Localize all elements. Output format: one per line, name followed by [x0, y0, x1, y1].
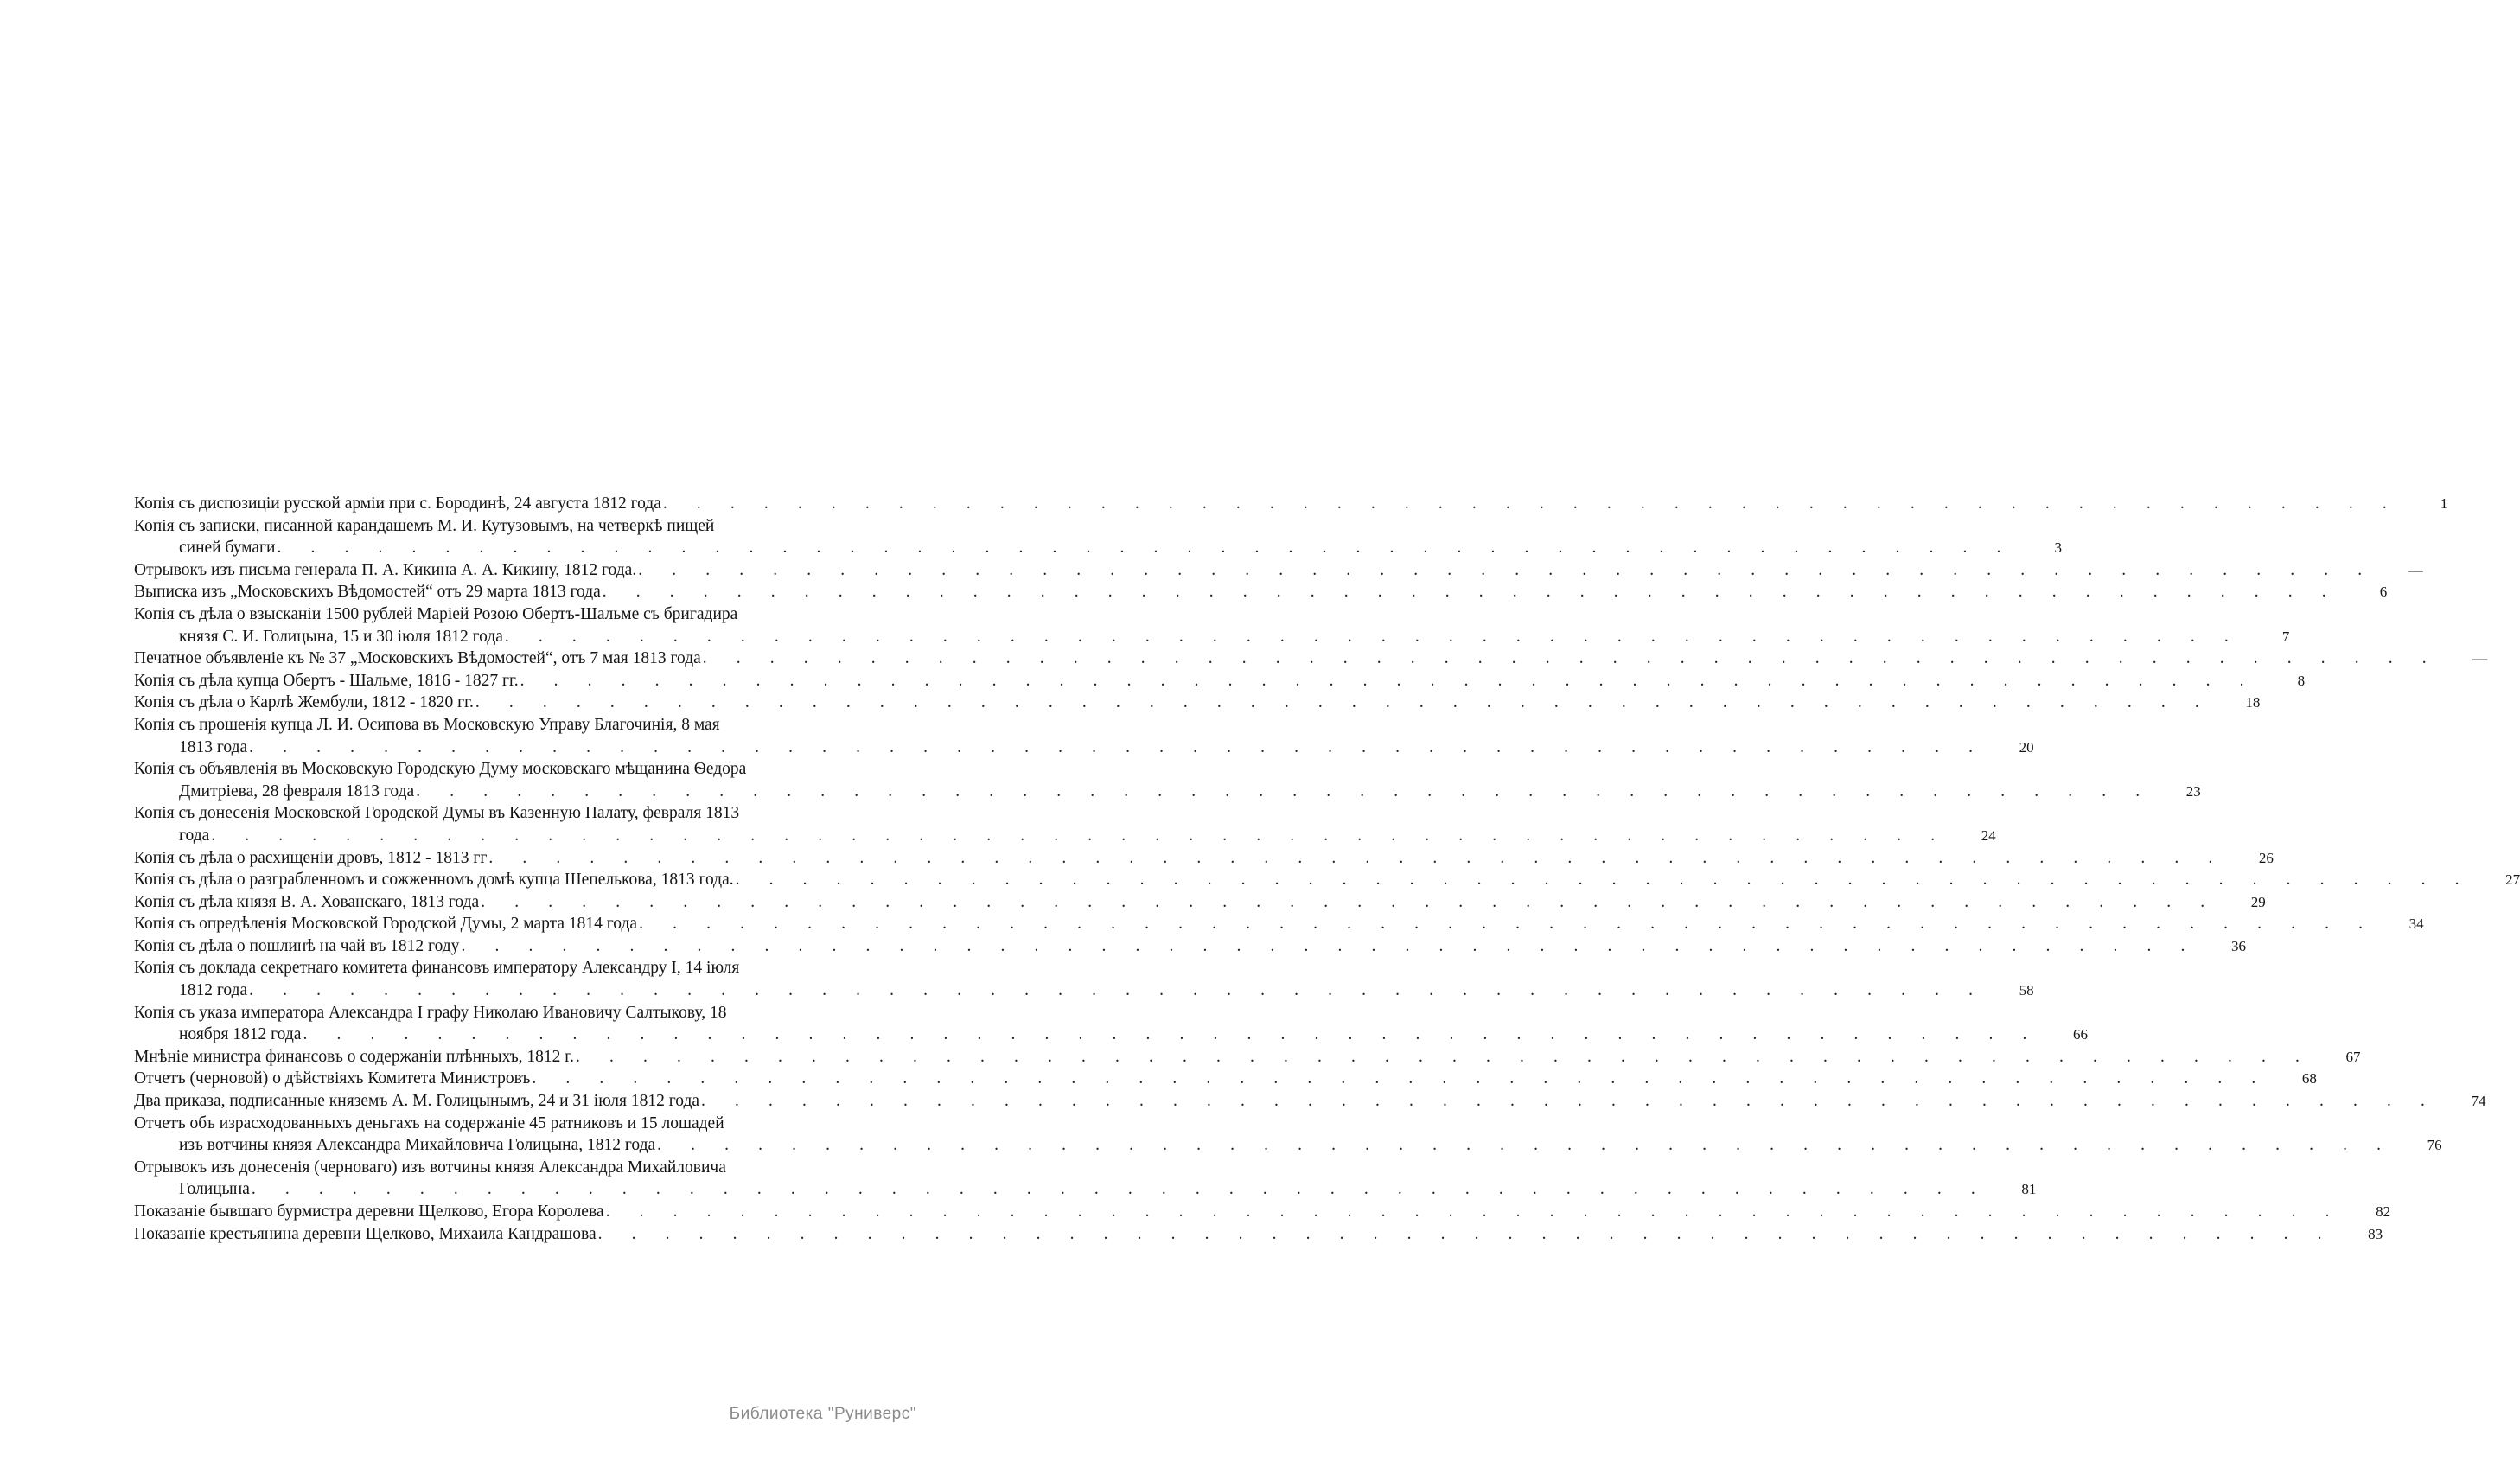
toc-entry-title: Копія съ дѣла купца Обертъ - Шальме, 1816 - 1827 гг.: [134, 671, 519, 690]
dot-leader: . . . . . . . . . . . . . . . . . . . . . . . . . . . . . . . . . . . . . . . . . . . . . . . . . . . .: [702, 649, 2440, 668]
toc-entry-title: Копія съ дѣла о расхищеніи дровъ, 1812 - 1813 гг: [134, 848, 488, 867]
toc-entry: [134, 1002, 2088, 1046]
dot-leader: . . . . . . . . . . . . . . . . . . . . . . . . . . . . . . . . . . . . . . . . . . . . . . . . . . . .: [303, 1025, 2039, 1044]
dot-leader: . . . . . . . . . . . . . . . . . . . . . . . . . . . . . . . . . . . . . . . . . . . . . . . . . . . .: [602, 583, 2339, 602]
toc-entry-last-line: [134, 493, 2448, 515]
toc-entry-title: князя С. И. Голицына, 15 и 30 іюля 1812 года: [179, 627, 503, 646]
toc-entry-title: Выписка изъ „Московскихъ Вѣдомостей“ отъ 29 марта 1813 года: [134, 583, 601, 602]
toc-entry: [134, 714, 2034, 758]
toc-entry-title: синей бумаги: [179, 539, 276, 558]
toc-entry-title: Печатное объявленіе къ № 37 „Московскихъ Вѣдомостей“, отъ 7 мая 1813 года: [134, 649, 701, 668]
dot-leader: . . . . . . . . . . . . . . . . . . . . . . . . . . . . . . . . . . . . . . . . . . . . . . . . . . . .: [277, 539, 2013, 558]
toc-page-number: 18: [2245, 694, 2261, 711]
dot-leader: . . . . . . . . . . . . . . . . . . . . . . . . . . . . . . . . . . . . . . . . . . . . . . . . . . . .: [662, 494, 2400, 513]
toc-page-number: 34: [2408, 916, 2424, 933]
toc-entry: [134, 692, 2261, 714]
toc-entry: [134, 847, 2274, 870]
toc-entry-title: Копія съ дѣла о взысканіи 1500 рублей Маріей Розою Обертъ-Шальме съ бригадира: [134, 604, 738, 623]
dot-leader: . . . . . . . . . . . . . . . . . . . . . . . . . . . . . . . . . . . . . . . . . . . . . . . . . . . .: [520, 671, 2257, 690]
toc-entry-title: Копія съ доклада секретнаго комитета финансовъ императору Александру I, 14 іюля: [134, 959, 740, 978]
toc-entry-last-line: [134, 1068, 2317, 1090]
toc-entry: [134, 1113, 2442, 1157]
toc-page-number: 27: [2505, 871, 2520, 889]
toc-page-number: 3: [2054, 539, 2062, 557]
toc-entry-line: [134, 603, 903, 626]
toc-entry-title: Копія съ объявленія въ Московскую Городскую Думу московскаго мѣщанина Ѳедора: [134, 760, 747, 779]
toc-entry-title: Копія съ дѣла князя В. А. Хованскаго, 1813 года: [134, 892, 480, 911]
toc-entry-line: [134, 515, 903, 538]
dot-leader: . . . . . . . . . . . . . . . . . . . . . . . . . . . . . . . . . . . . . . . . . . . . . . . . . . . .: [251, 1180, 1988, 1199]
toc-entry-title: Отчетъ (черновой) о дѣйствіяхъ Комитета Министровъ: [134, 1069, 531, 1088]
toc-page-number: 24: [1981, 826, 1996, 844]
toc-page-number: 82: [2376, 1203, 2391, 1220]
toc-entry-title: 1813 года: [179, 737, 248, 756]
library-watermark: Библиотека "Руниверс": [729, 1405, 916, 1423]
toc-entry: [134, 581, 2388, 603]
toc-entry: [134, 670, 2306, 692]
dot-leader: . . . . . . . . . . . . . . . . . . . . . . . . . . . . . . . . . . . . . . . . . . . . . . . . . . . .: [504, 627, 2242, 646]
toc-entry: [134, 891, 2266, 914]
toc-entry-last-line: [134, 737, 2034, 759]
toc-entry-last-line: [134, 1201, 2391, 1223]
toc-entry: [134, 515, 2062, 559]
toc-entry-last-line: [134, 559, 2423, 582]
toc-entry-title: Копія съ опредѣленія Московской Городской Думы, 2 марта 1814 года: [134, 915, 638, 934]
toc-entry-line: [134, 802, 903, 825]
toc-entry: [134, 758, 2201, 802]
toc-entry-title: Копія съ диспозиціи русской арміи при с. Бородинѣ, 24 августа 1812 года: [134, 494, 661, 513]
toc-page-number: 66: [2072, 1026, 2088, 1043]
dot-leader: . . . . . . . . . . . . . . . . . . . . . . . . . . . . . . . . . . . . . . . . . . . . . . . . . . . .: [461, 936, 2198, 955]
dot-leader: . . . . . . . . . . . . . . . . . . . . . . . . . . . . . . . . . . . . . . . . . . . . . . . . . . . .: [481, 892, 2217, 911]
dot-leader: . . . . . . . . . . . . . . . . . . . . . . . . . . . . . . . . . . . . . . . . . . . . . . . . . . . .: [735, 871, 2472, 890]
toc-entry: [134, 1090, 2486, 1113]
toc-entry: [134, 559, 2423, 582]
dot-leader: . . . . . . . . . . . . . . . . . . . . . . . . . . . . . . . . . . . . . . . . . . . . . . . . . . . .: [638, 560, 2375, 579]
toc-entry-last-line: [134, 1134, 2442, 1157]
toc-entry-title: Копія съ донесенія Московской Городской Думы въ Казенную Палату, февраля 1813: [134, 804, 740, 823]
toc-page-number: 20: [2019, 738, 2034, 756]
toc-entry: [134, 957, 2034, 1001]
toc-entry-line: [134, 758, 903, 781]
toc-entry-last-line: [134, 648, 2488, 670]
toc-entry-last-line: [134, 847, 2274, 870]
toc-entry-last-line: [134, 1090, 2486, 1113]
toc-entry: [134, 648, 2488, 670]
table-of-contents: [134, 493, 2520, 1245]
toc-entry-title: 1812 года: [179, 981, 248, 1000]
toc-entry-title: Копія съ записки, писанной карандашемъ М. И. Кутузовымъ, на четверкѣ пищей: [134, 516, 715, 535]
toc-page-number: 7: [2281, 628, 2290, 645]
toc-entry-title: Копія съ дѣла о пошлинѣ на чай въ 1812 году: [134, 936, 460, 955]
toc-entry-line: [134, 957, 903, 979]
toc-entry: [134, 1068, 2317, 1090]
dot-leader: . . . . . . . . . . . . . . . . . . . . . . . . . . . . . . . . . . . . . . . . . . . . . . . . . . . .: [657, 1136, 2394, 1155]
toc-entry: [134, 1046, 2361, 1069]
toc-entry: [134, 1201, 2391, 1223]
toc-entry: [134, 935, 2246, 958]
toc-page-number: 68: [2301, 1070, 2317, 1088]
toc-page-number: 83: [2368, 1225, 2383, 1242]
dot-leader: . . . . . . . . . . . . . . . . . . . . . . . . . . . . . . . . . . . . . . . . . . . . . . . . . . . .: [249, 981, 1986, 1000]
toc-page-number: 81: [2021, 1181, 2037, 1198]
toc-entry-last-line: [134, 979, 2034, 1002]
toc-page-number: 6: [2379, 584, 2388, 601]
dot-leader: . . . . . . . . . . . . . . . . . . . . . . . . . . . . . . . . . . . . . . . . . . . . . . . . . . . .: [701, 1092, 2438, 1111]
toc-entry-last-line: [134, 913, 2424, 935]
toc-entry: [134, 1223, 2383, 1246]
dot-leader: . . . . . . . . . . . . . . . . . . . . . . . . . . . . . . . . . . . . . . . . . . . . . . . . . . . .: [488, 848, 2225, 867]
toc-entry-title: Мнѣніе министра финансовъ о содержаніи плѣнныхъ, 1812 г.: [134, 1047, 574, 1066]
toc-page-number: 23: [2185, 782, 2201, 800]
toc-entry-title: Отрывокъ изъ донесенія (черноваго) изъ вотчины князя Александра Михайловича: [134, 1158, 726, 1177]
toc-entry-last-line: [134, 891, 2266, 914]
toc-entry-last-line: [134, 537, 2062, 559]
dot-leader: . . . . . . . . . . . . . . . . . . . . . . . . . . . . . . . . . . . . . . . . . . . . . . . . . . . .: [249, 737, 1986, 756]
toc-entry-title: Копія съ указа императора Александра I графу Николаю Ивановичу Салтыкову, 18: [134, 1003, 727, 1022]
toc-entry-title: Дмитріева, 28 февраля 1813 года: [179, 782, 415, 801]
toc-entry-last-line: [134, 825, 1996, 847]
toc-page-number: 67: [2345, 1048, 2361, 1065]
dot-leader: . . . . . . . . . . . . . . . . . . . . . . . . . . . . . . . . . . . . . . . . . . . . . . . . . . . .: [605, 1203, 2343, 1221]
dot-leader: . . . . . . . . . . . . . . . . . . . . . . . . . . . . . . . . . . . . . . . . . . . . . . . . . . . .: [597, 1224, 2335, 1243]
dot-leader: . . . . . . . . . . . . . . . . . . . . . . . . . . . . . . . . . . . . . . . . . . . . . . . . . . . .: [639, 915, 2376, 934]
toc-entry-last-line: [134, 869, 2520, 891]
toc-entry-last-line: [134, 581, 2388, 603]
toc-entry-title: Два приказа, подписанные княземъ А. М. Голицынымъ, 24 и 31 іюля 1812 года: [134, 1092, 700, 1111]
toc-entry-title: Голицына: [179, 1180, 250, 1199]
toc-entry: [134, 869, 2520, 891]
toc-entry: [134, 603, 2290, 648]
dot-leader: . . . . . . . . . . . . . . . . . . . . . . . . . . . . . . . . . . . . . . . . . . . . . . . . . . . .: [416, 782, 2153, 801]
toc-entry-last-line: [134, 1024, 2088, 1046]
toc-entry: [134, 1157, 2037, 1201]
toc-entry-last-line: [134, 670, 2306, 692]
toc-entry-last-line: [134, 781, 2201, 803]
toc-page-number: 74: [2471, 1093, 2486, 1110]
dot-leader: . . . . . . . . . . . . . . . . . . . . . . . . . . . . . . . . . . . . . . . . . . . . . . . . . . . .: [575, 1047, 2313, 1066]
toc-entry-last-line: [134, 692, 2261, 714]
toc-page-number: 76: [2427, 1137, 2442, 1154]
toc-entry-last-line: [134, 1178, 2037, 1201]
toc-entry: [134, 913, 2424, 935]
toc-entry-title: Отчетъ объ израсходованныхъ деньгахъ на содержаніе 45 ратниковъ и 15 лошадей: [134, 1113, 724, 1132]
toc-entry-title: изъ вотчины князя Александра Михайловича Голицына, 1812 года: [179, 1136, 656, 1155]
toc-entry-title: Копія съ прошенія купца Л. И. Осипова въ Московскую Управу Благочинія, 8 мая: [134, 715, 720, 734]
toc-page-number: 58: [2019, 982, 2034, 999]
toc-page-number: 26: [2258, 849, 2274, 866]
dot-leader: . . . . . . . . . . . . . . . . . . . . . . . . . . . . . . . . . . . . . . . . . . . . . . . . . . . .: [532, 1069, 2268, 1088]
toc-entry-title: ноября 1812 года: [179, 1025, 302, 1044]
toc-page-number: 29: [2250, 893, 2266, 910]
toc-page-number: 1: [2440, 495, 2448, 512]
toc-entry-title: Показаніе крестьянина деревни Щелково, Михаила Кандрашова: [134, 1224, 597, 1243]
toc-entry-line: [134, 1002, 903, 1024]
toc-page-number: 36: [2230, 937, 2246, 954]
toc-entry-title: Копія съ дѣла о Карлѣ Жембули, 1812 - 1820 гг.: [134, 693, 474, 712]
toc-page-number: —: [2472, 650, 2488, 667]
toc-entry-last-line: [134, 626, 2290, 648]
toc-entry-title: года: [179, 826, 210, 845]
toc-entry-line: [134, 1157, 903, 1179]
dot-leader: . . . . . . . . . . . . . . . . . . . . . . . . . . . . . . . . . . . . . . . . . . . . . . . . . . . .: [475, 693, 2212, 712]
toc-entry-last-line: [134, 1223, 2383, 1246]
toc-entry-title: Показаніе бывшаго бурмистра деревни Щелково, Егора Королева: [134, 1203, 604, 1221]
toc-entry-title: Копія съ дѣла о разграбленномъ и сожженномъ домѣ купца Шепелькова, 1813 года.: [134, 871, 734, 890]
toc-page-number: —: [2408, 561, 2423, 578]
dot-leader: . . . . . . . . . . . . . . . . . . . . . . . . . . . . . . . . . . . . . . . . . . . . . . . . . . . .: [211, 826, 1948, 845]
toc-entry-last-line: [134, 935, 2246, 958]
toc-entry-line: [134, 1113, 903, 1135]
toc-page-number: 8: [2297, 672, 2306, 689]
toc-entry-last-line: [134, 1046, 2361, 1069]
toc-entry-title: Отрывокъ изъ письма генерала П. А. Кикина А. А. Кикину, 1812 года.: [134, 560, 637, 579]
toc-entry: [134, 802, 1996, 846]
toc-entry-line: [134, 714, 903, 737]
toc-entry: [134, 493, 2448, 515]
